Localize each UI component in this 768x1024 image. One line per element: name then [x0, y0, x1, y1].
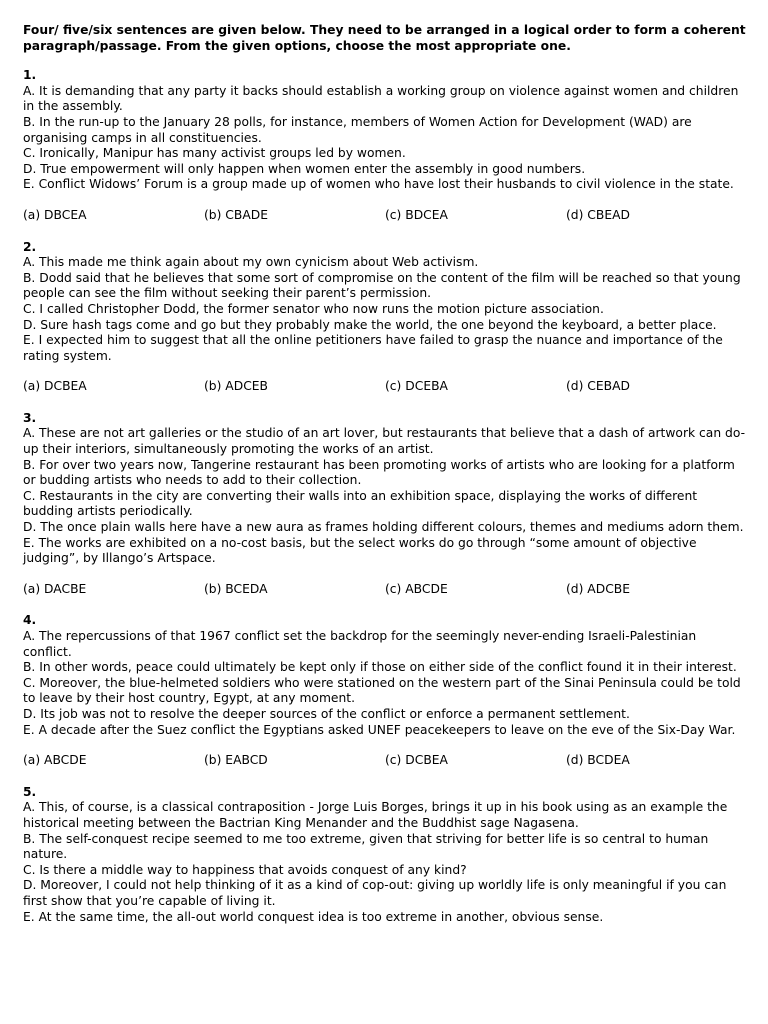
question-number: 5. — [23, 784, 37, 799]
answer-options — [23, 582, 747, 598]
answer-option: (a) DACBE — [23, 581, 87, 596]
answer-option: (d) BCDEA — [566, 753, 630, 768]
answer-option: (c) BDCEA — [385, 207, 448, 222]
sentence: C. I called Christopher Dodd, the former senator who now runs the motion picture association. — [23, 301, 604, 316]
question-3 — [23, 411, 747, 598]
answer-option: (a) ABCDE — [23, 753, 87, 768]
question-1 — [23, 68, 747, 223]
answer-option: (d) ADCBE — [566, 581, 630, 596]
document-page — [23, 23, 747, 941]
sentence: A. These are not art galleries or the studio of an art lover, but restaurants that believe that a dash of artwork can do-up their interiors, simultaneously promoting the works of an artist. — [23, 426, 746, 457]
answer-option: (b) EABCD — [204, 753, 268, 768]
sentence: E. A decade after the Suez conflict the Egyptians asked UNEF peacekeepers to leave on the eve of the Six-Day War. — [23, 722, 736, 737]
answer-option: (b) ADCEB — [204, 379, 268, 394]
sentence: C. Is there a middle way to happiness that avoids conquest of any kind? — [23, 862, 467, 877]
sentence: D. The once plain walls here have a new aura as frames holding different colours, themes and mediums adorn them. — [23, 520, 744, 535]
sentence: C. Moreover, the blue-helmeted soldiers who were stationed on the western part of the Sinai Peninsula could be told to leave by their host country, Egypt, at any moment. — [23, 675, 741, 706]
question-number: 3. — [23, 410, 37, 425]
sentence: D. Sure hash tags come and go but they probably make the world, the one beyond the keyboard, a better place. — [23, 317, 717, 332]
sentence: A. This made me think again about my own cynicism about Web activism. — [23, 255, 479, 270]
sentence: E. I expected him to suggest that all the online petitioners have failed to grasp the nuance and importance of the rating system. — [23, 333, 723, 363]
sentence: E. Conflict Widows’ Forum is a group made up of women who have lost their husbands to civil violence in the state. — [23, 177, 734, 192]
answer-option: (c) DCEBA — [385, 379, 448, 394]
instructions: Four/ five/six sentences are given below. They need to be arranged in a logical order to form a coherent paragraph/passage. From the given options, choose the most appropriate one. — [23, 23, 746, 53]
sentence: C. Restaurants in the city are converting their walls into an exhibition space, displaying the works of different budding artists periodically. — [23, 488, 698, 519]
sentence: B. Dodd said that he believes that some sort of compromise on the content of the film will be reached so that young people can see the film without seeking their parent’s permission. — [23, 270, 741, 301]
answer-option: (d) CEBAD — [566, 379, 630, 394]
answer-option: (a) DBCEA — [23, 207, 87, 222]
sentence: B. In the run-up to the January 28 polls, for instance, members of Women Action for Development (WAD) are organising camps in all constituencies. — [23, 114, 692, 145]
sentence: D. True empowerment will only happen when women enter the assembly in good numbers. — [23, 161, 586, 176]
sentence: D. Its job was not to resolve the deeper sources of the conflict or enforce a permanent settlement. — [23, 706, 630, 721]
answer-option: (d) CBEAD — [566, 207, 630, 222]
sentence: C. Ironically, Manipur has many activist groups led by women. — [23, 146, 406, 161]
sentence: A. This, of course, is a classical contraposition - Jorge Luis Borges, brings it up in his book using as an example the historical meeting between the Bactrian King Menander and the Buddhist sage Nagasena. — [23, 800, 728, 830]
question-4 — [23, 613, 747, 768]
sentence: B. In other words, peace could ultimately be kept only if those on either side of the conflict found it in their interest. — [23, 660, 737, 675]
answer-options — [23, 208, 747, 224]
question-5 — [23, 785, 747, 925]
question-number: 1. — [23, 68, 37, 83]
question-number: 4. — [23, 613, 37, 628]
sentence: D. Moreover, I could not help thinking of it as a kind of cop-out: giving up worldly life is only meaningful if you can first show that you’re capable of living it. — [23, 878, 727, 908]
sentence: B. For over two years now, Tangerine restaurant has been promoting works of artists who are looking for a platform or budding artists who needs to add to their collection. — [23, 457, 735, 488]
sentence: A. The repercussions of that 1967 conflict set the backdrop for the seemingly never-ending Israeli-Palestinian conflict. — [23, 629, 697, 659]
answer-option: (a) DCBEA — [23, 379, 87, 394]
sentence: B. The self-conquest recipe seemed to me too extreme, given that striving for better life is so central to human nature. — [23, 831, 709, 862]
answer-options — [23, 753, 747, 769]
answer-option: (c) ABCDE — [385, 581, 448, 596]
answer-option: (c) DCBEA — [385, 753, 448, 768]
question-list — [23, 68, 747, 925]
question-number: 2. — [23, 239, 37, 254]
sentence: E. At the same time, the all-out world conquest idea is too extreme in another, obvious sense. — [23, 909, 604, 924]
sentence: A. It is demanding that any party it backs should establish a working group on violence against women and children in the assembly. — [23, 83, 739, 114]
answer-options — [23, 379, 747, 395]
sentence: E. The works are exhibited on a no-cost basis, but the select works do go through “some amount of objective judging”, by Illango’s Artspace. — [23, 535, 697, 566]
question-2 — [23, 240, 747, 395]
answer-option: (b) BCEDA — [204, 581, 268, 596]
answer-option: (b) CBADE — [204, 207, 268, 222]
